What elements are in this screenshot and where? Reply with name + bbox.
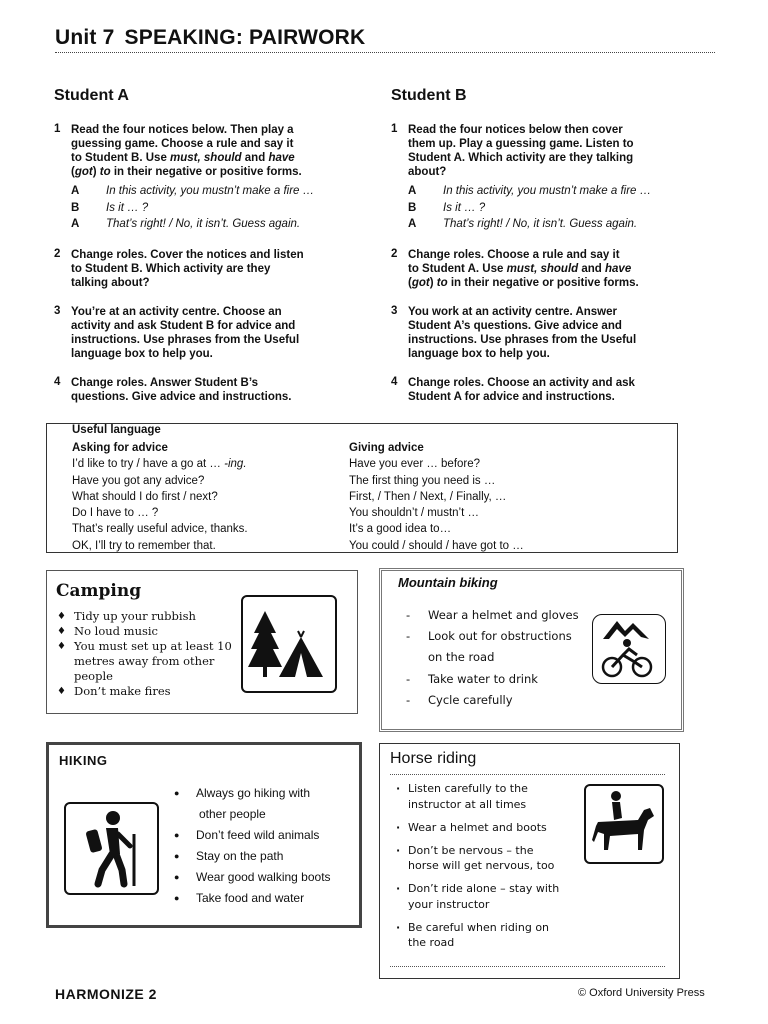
list-item: ♦ Tidy up your rubbish	[57, 609, 232, 624]
list-item: - Wear a helmet and gloves	[406, 605, 579, 626]
mountain-biking-title: Mountain biking	[398, 575, 498, 590]
item-text: Read the four notices below. Then play a guessing game. Choose a rule and say it to Student B. Use must, should and have (got) to in their negative or positive forms.	[71, 124, 302, 178]
camping-notice	[46, 570, 358, 714]
useful-language-box	[46, 423, 678, 553]
student-b-item-3: 3 You work at an activity centre. Answer Student A’s questions. Give advice and instructions. Use phrases from the Useful language box to help you.	[391, 305, 691, 361]
giving-advice-column	[349, 440, 524, 554]
mountain-bike-icon	[592, 614, 666, 684]
list-item: - Take water to drink	[406, 669, 579, 690]
asking-advice-column	[72, 440, 248, 554]
useful-language-heading: Useful language	[72, 424, 161, 436]
student-b-item-1: 1 Read the four notices below then cover them up. Play a guessing game. Listen to Student A. Which activity are they talking about?	[391, 123, 691, 179]
list-item: · Wear a helmet and boots	[396, 820, 566, 836]
section-title: SPEAKING: PAIRWORK	[124, 26, 366, 49]
list-item: ● Stay on the path	[174, 846, 331, 867]
list-item: ♦ You must set up at least 10 metres away from other people	[57, 639, 232, 684]
student-b-item-4: 4 Change roles. Choose an activity and ask Student A for advice and instructions.	[391, 376, 691, 404]
student-a-item-1: 1 Read the four notices below. Then play a guessing game. Choose a rule and say it to Student B. Use must, should and have (got) to in their negative or positive forms.	[54, 123, 354, 179]
asking-advice-heading: Asking for advice	[72, 442, 168, 454]
student-a-dialogue: A In this activity, you mustn’t make a fire … B Is it … ? A That’s right! / No, it isn’t. Guess again.	[71, 185, 315, 230]
horse-rider-icon	[584, 784, 664, 864]
asking-advice-list: I’d like to try / have a go at … -ing. Have you got any advice? What should I do first / next? Do I have to … ? That’s really useful advice, thanks. OK, I’ll try to remember that.	[72, 458, 248, 552]
item-text: You’re at an activity centre. Choose an activity and ask Student B for advice and instructions. Use phrases from the Useful language box to help you.	[71, 306, 300, 360]
horse-riding-rules	[396, 781, 566, 958]
title-divider	[390, 774, 665, 775]
hiking-title: HIKING	[59, 753, 108, 768]
list-item: · Be careful when riding on the road	[396, 920, 566, 951]
student-a-item-2: 2 Change roles. Cover the notices and listen to Student B. Which activity are they talking about?	[54, 248, 354, 290]
list-item: · Don’t be nervous – the horse will get nervous, too	[396, 843, 566, 874]
student-a-heading: Student A	[54, 87, 129, 104]
list-item: · Listen carefully to the instructor at all times	[396, 781, 566, 812]
list-item: ♦ No loud music	[57, 624, 232, 639]
horse-riding-title: Horse riding	[390, 750, 477, 767]
list-item: - Cycle carefully	[406, 690, 579, 711]
horse-riding-notice	[379, 743, 680, 979]
item-text: Change roles. Cover the notices and listen to Student B. Which activity are they talking about?	[71, 249, 304, 289]
unit-label: Unit 7	[55, 26, 115, 49]
header-divider	[55, 52, 715, 53]
student-b-dialogue: A In this activity, you mustn’t make a fire … B Is it … ? A That’s right! / No, it isn’t. Guess again.	[408, 185, 652, 230]
student-b-heading: Student B	[391, 87, 467, 104]
item-text: Change roles. Choose a rule and say it to Student A. Use must, should and have (got) to in their negative or positive forms.	[408, 249, 639, 289]
bottom-divider	[390, 966, 665, 967]
page-title	[55, 26, 365, 50]
giving-advice-list: Have you ever … before? The first thing you need is … First, / Then / Next, / Finally, … You shouldn’t / mustn’t … It’s a good idea to… You could / should / have got to …	[349, 458, 524, 552]
item-text: Change roles. Choose an activity and ask Student A for advice and instructions.	[408, 377, 635, 403]
list-item: ● Always go hiking with	[174, 783, 331, 804]
list-item: ● Take food and water	[174, 888, 331, 909]
item-text: You work at an activity centre. Answer Student A’s questions. Give advice and instructions. Use phrases from the Useful language box to help you.	[408, 306, 637, 360]
student-a-item-3: 3 You’re at an activity centre. Choose an activity and ask Student B for advice and instructions. Use phrases from the Useful language box to help you.	[54, 305, 354, 361]
student-a-item-4: 4 Change roles. Answer Student B’s questions. Give advice and instructions.	[54, 376, 354, 404]
list-item: ● Don’t feed wild animals	[174, 825, 331, 846]
student-b-item-2: 2 Change roles. Choose a rule and say it to Student A. Use must, should and have (got) to in their negative or positive forms.	[391, 248, 691, 290]
list-item: on the road	[428, 650, 495, 665]
hiker-icon	[64, 802, 159, 895]
camping-icon	[241, 595, 337, 693]
mountain-biking-notice	[379, 568, 684, 732]
hiking-notice	[46, 742, 362, 928]
giving-advice-heading: Giving advice	[349, 442, 424, 454]
mountain-biking-rules	[406, 605, 579, 711]
list-item: ● Wear good walking boots	[174, 867, 331, 888]
camping-title: Camping	[56, 581, 142, 601]
list-item: ♦ Don’t make fires	[57, 684, 232, 699]
camping-rules	[57, 609, 232, 699]
list-item: other people	[199, 807, 266, 821]
item-text: Change roles. Answer Student B’s questions. Give advice and instructions.	[71, 377, 292, 403]
list-item: - Look out for obstructions	[406, 626, 579, 647]
list-item: · Don’t ride alone – stay with your instructor	[396, 881, 566, 912]
item-text: Read the four notices below then cover them up. Play a guessing game. Listen to Student A. Which activity are they talking about?	[408, 124, 634, 178]
brand-logo: HARMONIZE 2	[55, 986, 157, 1002]
hiking-rules	[174, 783, 331, 909]
copyright: © Oxford University Press	[578, 987, 705, 999]
